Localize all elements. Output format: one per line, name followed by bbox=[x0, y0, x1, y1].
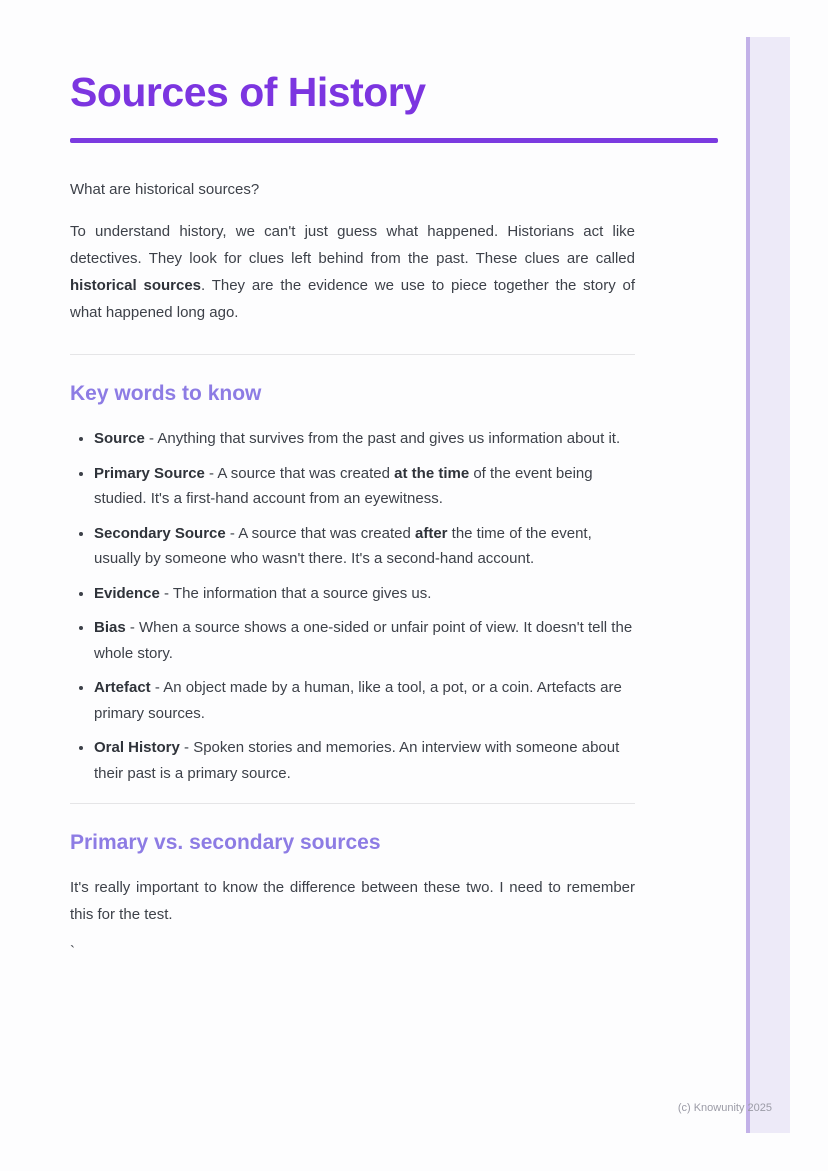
title-underline bbox=[70, 138, 718, 143]
intro-question: What are historical sources? bbox=[70, 181, 260, 198]
keyword-definition: of the event being studied. It's a first-hand account from an eyewitness. bbox=[94, 464, 593, 507]
keyword-term: Artefact bbox=[94, 679, 151, 696]
intro-paragraph bbox=[70, 218, 635, 326]
keyword-emphasis: after bbox=[414, 524, 448, 542]
intro-paragraph-segment: . They are the evidence we use to piece together the story of what happened long ago. bbox=[70, 277, 635, 321]
keywords-heading: Key words to know bbox=[70, 382, 262, 405]
list-item bbox=[94, 461, 635, 512]
keyword-term: Secondary Source bbox=[94, 524, 226, 542]
intro-paragraph-bold-term: historical sources bbox=[70, 277, 202, 294]
list-item bbox=[94, 735, 635, 786]
keyword-definition: - A source that was created bbox=[204, 464, 395, 482]
keyword-definition: - Anything that survives from the past and gives us information about it. bbox=[144, 430, 621, 447]
list-item bbox=[94, 521, 635, 572]
decorative-side-strip bbox=[746, 37, 790, 1133]
section-divider bbox=[70, 803, 635, 804]
list-item bbox=[94, 615, 635, 666]
keyword-term: Evidence bbox=[94, 584, 160, 602]
intro-paragraph-segment: To understand history, we can't just guess what happened. Historians act like detectives. They look for clues left behind from the past. These clues are called bbox=[70, 223, 635, 267]
page-title: Sources of History bbox=[70, 69, 426, 115]
comparison-heading: Primary vs. secondary sources bbox=[70, 831, 381, 854]
document-content bbox=[70, 0, 635, 962]
list-item bbox=[94, 581, 635, 607]
stray-character: ` bbox=[70, 943, 75, 960]
section-divider bbox=[70, 354, 635, 355]
keyword-definition: - An object made by a human, like a tool, a pot, or a coin. Artefacts are primary sources. bbox=[94, 679, 622, 722]
keyword-term: Primary Source bbox=[94, 464, 205, 482]
keyword-definition: - The information that a source gives us. bbox=[159, 584, 432, 602]
keyword-definition: - Spoken stories and memories. An interview with someone about their past is a primary source. bbox=[94, 739, 620, 782]
comparison-paragraph: It's really important to know the difference between these two. I need to remember this for the test. bbox=[70, 879, 635, 923]
keywords-list bbox=[70, 426, 635, 786]
keyword-definition: - When a source shows a one-sided or unfair point of view. It doesn't tell the whole story. bbox=[94, 619, 633, 662]
keyword-definition: - A source that was created bbox=[225, 524, 415, 542]
keyword-definition: the time of the event, usually by someone who wasn't there. It's a second-hand account. bbox=[94, 524, 592, 567]
list-item bbox=[94, 675, 635, 726]
keyword-term: Bias bbox=[94, 619, 126, 636]
keyword-term: Source bbox=[94, 430, 145, 447]
list-item bbox=[94, 426, 635, 452]
keyword-emphasis: at the time bbox=[394, 464, 470, 482]
footer-credit: (c) Knowunity 2025 bbox=[677, 1102, 772, 1114]
keyword-term: Oral History bbox=[94, 739, 180, 756]
